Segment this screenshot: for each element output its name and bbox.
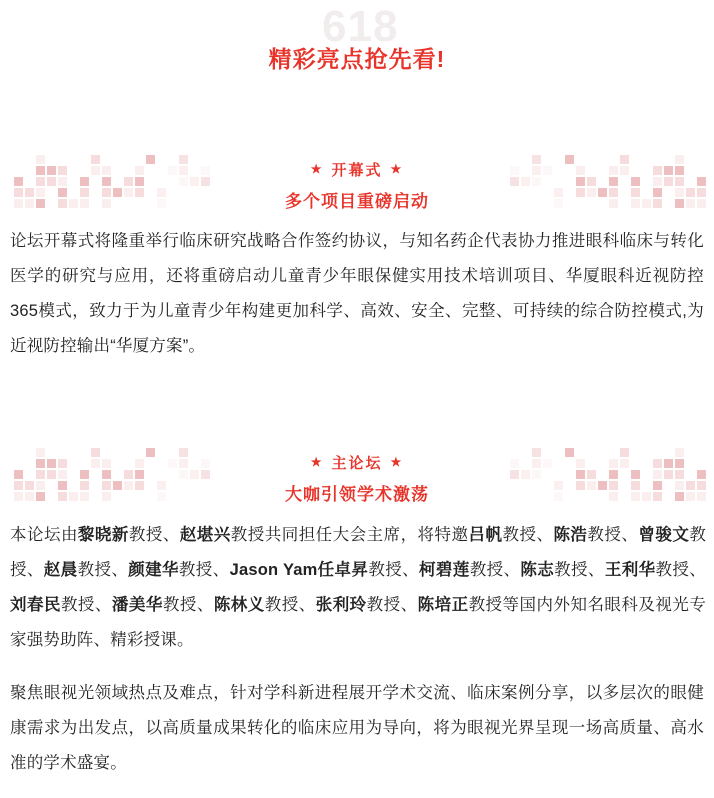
emphasized-text: 刘春民 xyxy=(10,596,61,614)
plain-text: 教授、 xyxy=(554,561,605,579)
star-icon: ★ xyxy=(390,162,404,176)
section-tag-label: 开幕式 xyxy=(331,162,383,179)
emphasized-text: 颜建华 xyxy=(128,561,179,579)
plain-text: 本论坛由 xyxy=(10,526,78,544)
star-icon: ★ xyxy=(310,455,324,469)
emphasized-text: Jason Yam任卓昇 xyxy=(229,561,369,579)
plain-text: 聚焦眼视光领域热点及难点，针对学科新进程展开学术交流、临床案例分享，以多层次的眼健康需求为出发点，以高质量成果转化的临床应用为导向，将为眼视光界呈现一场高质量、高水准的学术盛宴。 xyxy=(10,684,704,772)
plain-text: 教授、 xyxy=(162,596,214,614)
watermark-number: 618 xyxy=(322,2,399,51)
emphasized-text: 王利华 xyxy=(604,561,656,579)
section-header-opening-ceremony xyxy=(0,155,714,221)
emphasized-text: 陈志 xyxy=(520,561,555,579)
emphasized-text: 陈林义 xyxy=(213,596,265,614)
section-tag xyxy=(0,452,714,473)
emphasized-text: 陈培正 xyxy=(417,596,469,614)
section-headline: 多个项目重磅启动 xyxy=(285,192,429,211)
emphasized-text: 赵堪兴 xyxy=(179,526,231,544)
star-icon: ★ xyxy=(390,455,404,469)
section-header-main-forum xyxy=(0,448,714,514)
plain-text: 教授、 xyxy=(77,561,129,579)
paragraph-opening-ceremony xyxy=(10,224,704,364)
emphasized-text: 柯碧莲 xyxy=(419,561,470,579)
plain-text: 教授、 xyxy=(366,596,418,614)
emphasized-text: 曾骏文 xyxy=(638,526,690,544)
plain-text: 教授、 xyxy=(178,561,230,579)
page-title: 精彩亮点抢先看! xyxy=(268,46,446,72)
plain-text: 教授、 xyxy=(128,526,180,544)
section-tag-label: 主论坛 xyxy=(331,455,383,472)
section-headline: 大咖引领学术激荡 xyxy=(285,485,429,504)
star-icon: ★ xyxy=(310,162,324,176)
paragraph-speakers xyxy=(10,518,706,658)
plain-text: 教授、 xyxy=(469,561,521,579)
plain-text: 教授、 xyxy=(264,596,316,614)
plain-text: 教授、 xyxy=(368,561,420,579)
emphasized-text: 赵晨 xyxy=(43,561,78,579)
plain-text: 论坛开幕式将隆重举行临床研究战略合作签约协议，与知名药企代表协力推进眼科临床与转化医学的研究与应用，还将重磅启动儿童青少年眼保健实用技术培训项目、华厦眼科近视防控365模式，致力于为儿童青少年构建更加科学、高效、安全、完整、可持续的综合防控模式,为近视防控输出“华厦方案”。 xyxy=(10,232,704,355)
plain-text: 教授等国内外知名眼科及视光专家强势助阵、精彩授课。 xyxy=(10,596,707,649)
emphasized-text: 吕帆 xyxy=(468,526,503,544)
paragraph-forum-summary xyxy=(10,676,704,781)
plain-text: 教授、 xyxy=(60,596,112,614)
plain-text: 教授、 xyxy=(587,526,639,544)
plain-text: 教授、 xyxy=(655,561,706,579)
plain-text: 教授、 xyxy=(502,526,554,544)
emphasized-text: 黎晓新 xyxy=(77,526,129,544)
emphasized-text: 陈浩 xyxy=(553,526,588,544)
emphasized-text: 张利玲 xyxy=(315,596,367,614)
plain-text: 教授、 xyxy=(10,526,707,579)
section-tag xyxy=(0,159,714,180)
emphasized-text: 潘美华 xyxy=(111,596,163,614)
plain-text: 教授共同担任大会主席，将特邀 xyxy=(230,526,469,544)
